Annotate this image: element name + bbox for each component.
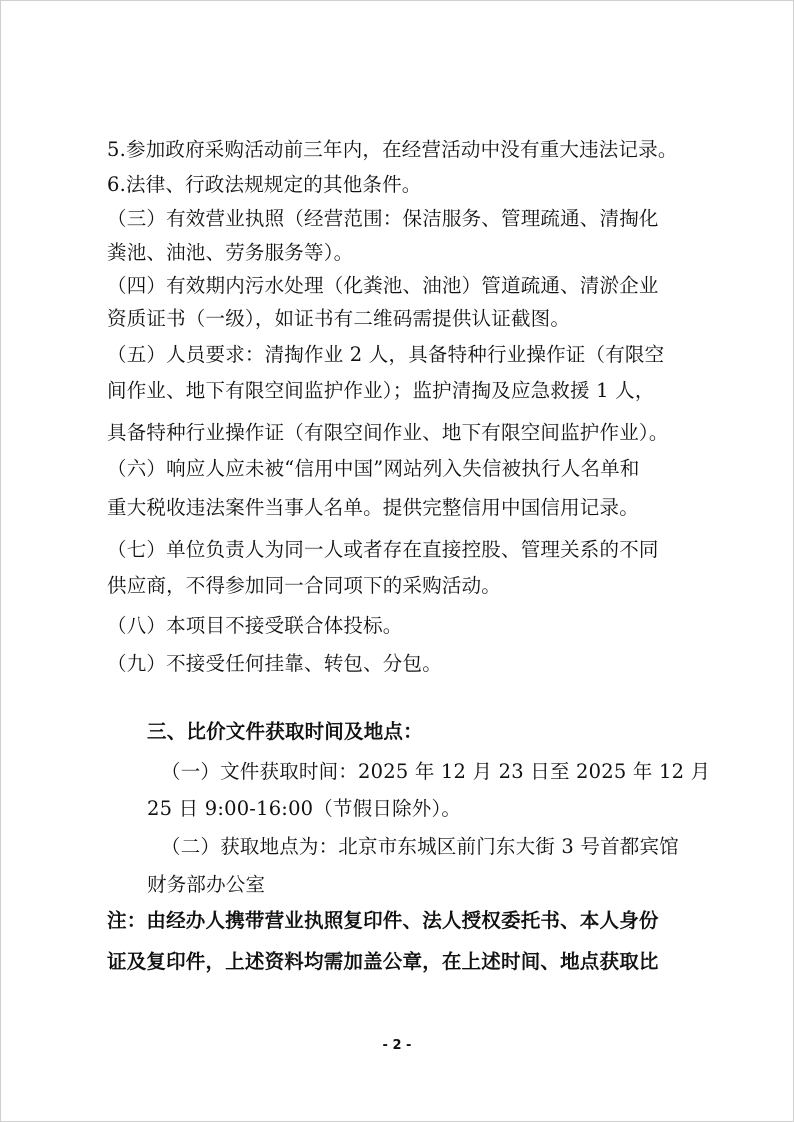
note-line: 证及复印件，上述资料均需加盖公章，在上述时间、地点获取比 [107, 950, 659, 973]
text-line: 间作业、地下有限空间监护作业）；监护清掏及应急救援 1 人， [107, 379, 655, 402]
text-line: 重大税收违法案件当事人名单。提供完整信用中国信用记录。 [107, 496, 639, 519]
text-line: 粪池、油池、劳务服务等）。 [107, 241, 354, 264]
section-heading: 三、比价文件获取时间及地点： [147, 720, 423, 743]
text-line: 25 日 9:00-16:00（节假日除外）。 [147, 797, 462, 820]
note-line: 注：由经办人携带营业执照复印件、法人授权委托书、本人身份 [107, 909, 659, 932]
text-line: （一）文件获取时间：2025 年 12 月 23 日至 2025 年 12 月 [161, 760, 711, 783]
text-line: 财务部办公室 [147, 873, 266, 896]
text-line: 供应商，不得参加同一合同项下的采购活动。 [107, 574, 502, 597]
text-line: 具备特种行业操作证（有限空间作业、地下有限空间监护作业）。 [107, 421, 669, 444]
text-line: （七）单位负责人为同一人或者存在直接控股、管理关系的不同 [107, 538, 659, 561]
text-line: （九）不接受任何挂靠、转包、分包。 [107, 652, 442, 675]
text-line: （六）响应人应未被“信用中国”网站列入失信被执行人名单和 [107, 457, 640, 480]
text-line: （四）有效期内污水处理（化粪池、油池）管道疏通、清淤企业 [107, 274, 659, 297]
text-line: 6.法律、行政法规规定的其他条件。 [107, 173, 422, 196]
text-line: （二）获取地点为：北京市东城区前门东大街 3 号首都宾馆 [161, 835, 679, 858]
text-line: 资质证书（一级），如证书有二维码需提供认证截图。 [107, 307, 571, 330]
text-line: 5.参加政府采购活动前三年内，在经营活动中没有重大违法记录。 [107, 138, 678, 161]
text-line: （五）人员要求：清掏作业 2 人，具备特种行业操作证（有限空 [107, 343, 665, 366]
text-line: （八）本项目不接受联合体投标。 [107, 614, 403, 637]
text-line: （三）有效营业执照（经营范围：保洁服务、管理疏通、清掏化 [107, 207, 659, 230]
page-number: - 2 - [382, 1038, 412, 1053]
